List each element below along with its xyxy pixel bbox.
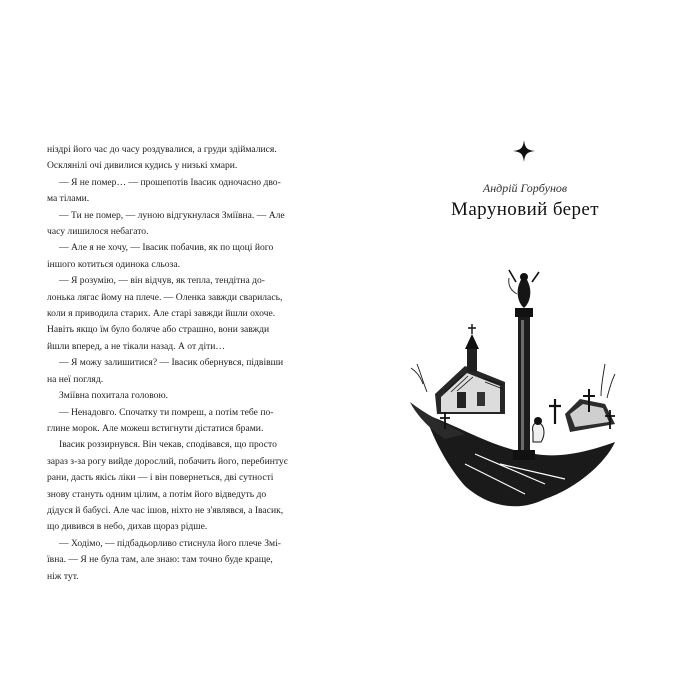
text-line: часу лишилося небагато. <box>47 226 149 238</box>
text-line: ївна. — Я не була там, але знаю: там точно буде краще, <box>47 554 273 566</box>
text-line: на неї погляд. <box>47 373 104 385</box>
right-page <box>350 0 700 700</box>
text-line: дідуся й бабусі. Але час ішов, ніхто не з'являвся, а Івасик, <box>47 504 284 516</box>
text-line: — Я не помер… — прошепотів Івасик одночасно дво- <box>59 176 281 188</box>
text-line: ніж тут. <box>47 570 79 582</box>
text-line: йшли вперед, а не тікали назад. А от діти… <box>47 340 226 352</box>
text-line: ма тілами. <box>47 193 90 205</box>
text-line: ніздрі його час до часу роздувалися, а груди здіймалися. <box>47 144 277 155</box>
text-line: Навіть якщо їм було боляче або страшно, вони завжди <box>47 324 270 336</box>
story-text <box>47 142 307 585</box>
text-line: — Ненадовго. Спочатку ти помреш, а потім тебе по- <box>59 406 274 418</box>
text-line: що дивився в небо, дихав щораз рідше. <box>47 521 208 533</box>
text-line: коли я приводила старих. Але старі завжди йшли охоче. <box>47 308 276 320</box>
text-line: Зміївна похитала головою. <box>59 390 169 402</box>
text-line: іншого котиться одинока сльоза. <box>47 258 180 270</box>
story-title: Маруновий берет <box>451 199 599 220</box>
text-line: рани, дасть якісь ліки — і він повернеться, дві сутності <box>47 472 274 484</box>
text-line: — Ходімо, — підбадьорливо стиснула його плече Змі- <box>59 537 281 549</box>
star-ornament-icon <box>513 140 535 162</box>
text-line: — Ти не помер, — луною відгукнулася Зміївна. — Але <box>59 209 285 221</box>
text-line: — Але я не хочу, — Івасик побачив, як по щоці його <box>59 242 274 254</box>
text-line: знову стануть одним цілим, а потім його відведуть до <box>47 488 267 500</box>
text-line: — Я розумію, — він відчув, як тепла, тендітна до- <box>59 275 265 287</box>
text-line: лонька лягає йому на плече. — Оленка завжди сварилась, <box>47 291 283 303</box>
text-line: — Я можу залишитися? — Івасик обернувся, підвівши <box>59 357 284 369</box>
chapel-column-illustration <box>405 264 635 524</box>
text-line: Івасик роззирнувся. Він чекав, сподівався, що просто <box>59 439 277 451</box>
text-line: Осклянілі очі дивилися кудись у низькі хмари. <box>47 160 238 172</box>
author-name: Андрій Горбунов <box>482 181 568 195</box>
text-line: зараз з-за рогу вийде дорослий, побачить його, перебинтує <box>47 455 288 467</box>
text-line: глине морок. Але можеш встигнути дістатися брами. <box>47 422 264 434</box>
